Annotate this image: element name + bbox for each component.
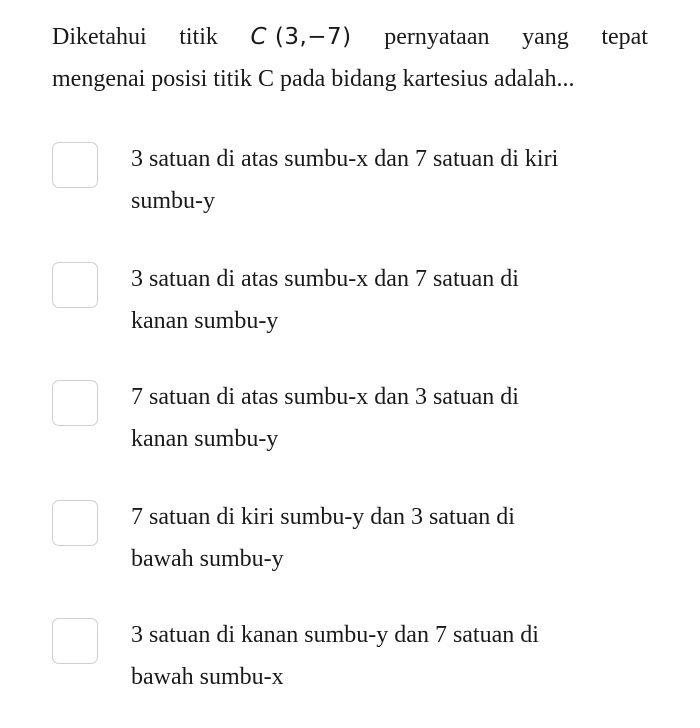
answer-option-1[interactable] — [52, 138, 652, 228]
question-word: tepat — [601, 24, 648, 50]
answer-option-4[interactable] — [52, 496, 652, 586]
checkbox-option-3[interactable] — [52, 380, 98, 426]
option-label — [131, 614, 631, 698]
option-label-line: 7 satuan di atas sumbu-x dan 3 satuan di — [131, 384, 519, 410]
question-word: pernyataan — [384, 24, 490, 50]
option-label — [131, 376, 631, 460]
answer-option-5[interactable] — [52, 614, 652, 704]
option-label-line: 7 satuan di kiri sumbu-y dan 3 satuan di — [131, 504, 515, 530]
option-label-line: kanan sumbu-y — [131, 308, 279, 334]
checkbox-option-2[interactable] — [52, 262, 98, 308]
point-coordinates: (3,−7) — [274, 24, 352, 50]
answer-option-2[interactable] — [52, 258, 652, 348]
checkbox-option-4[interactable] — [52, 500, 98, 546]
option-label — [131, 258, 631, 342]
checkbox-option-1[interactable] — [52, 142, 98, 188]
question-line-2: mengenai posisi titik C pada bidang kartesius adalah... — [52, 66, 575, 92]
answer-option-3[interactable] — [52, 376, 652, 466]
option-label-line: sumbu-y — [131, 188, 215, 214]
option-label-line: bawah sumbu-x — [131, 664, 284, 690]
option-label-line: 3 satuan di kanan sumbu-y dan 7 satuan di — [131, 622, 539, 648]
option-label — [131, 496, 631, 580]
point-name: C — [250, 24, 268, 50]
option-label — [131, 138, 631, 222]
option-label-line: 3 satuan di atas sumbu-x dan 7 satuan di — [131, 266, 519, 292]
question-word: yang — [522, 24, 569, 50]
checkbox-option-5[interactable] — [52, 618, 98, 664]
question-word: Diketahui — [52, 24, 147, 50]
option-label-line: 3 satuan di atas sumbu-x dan 7 satuan di kiri — [131, 146, 559, 172]
option-label-line: kanan sumbu-y — [131, 426, 279, 452]
option-label-line: bawah sumbu-y — [131, 546, 284, 572]
question-word: titik — [179, 24, 218, 50]
